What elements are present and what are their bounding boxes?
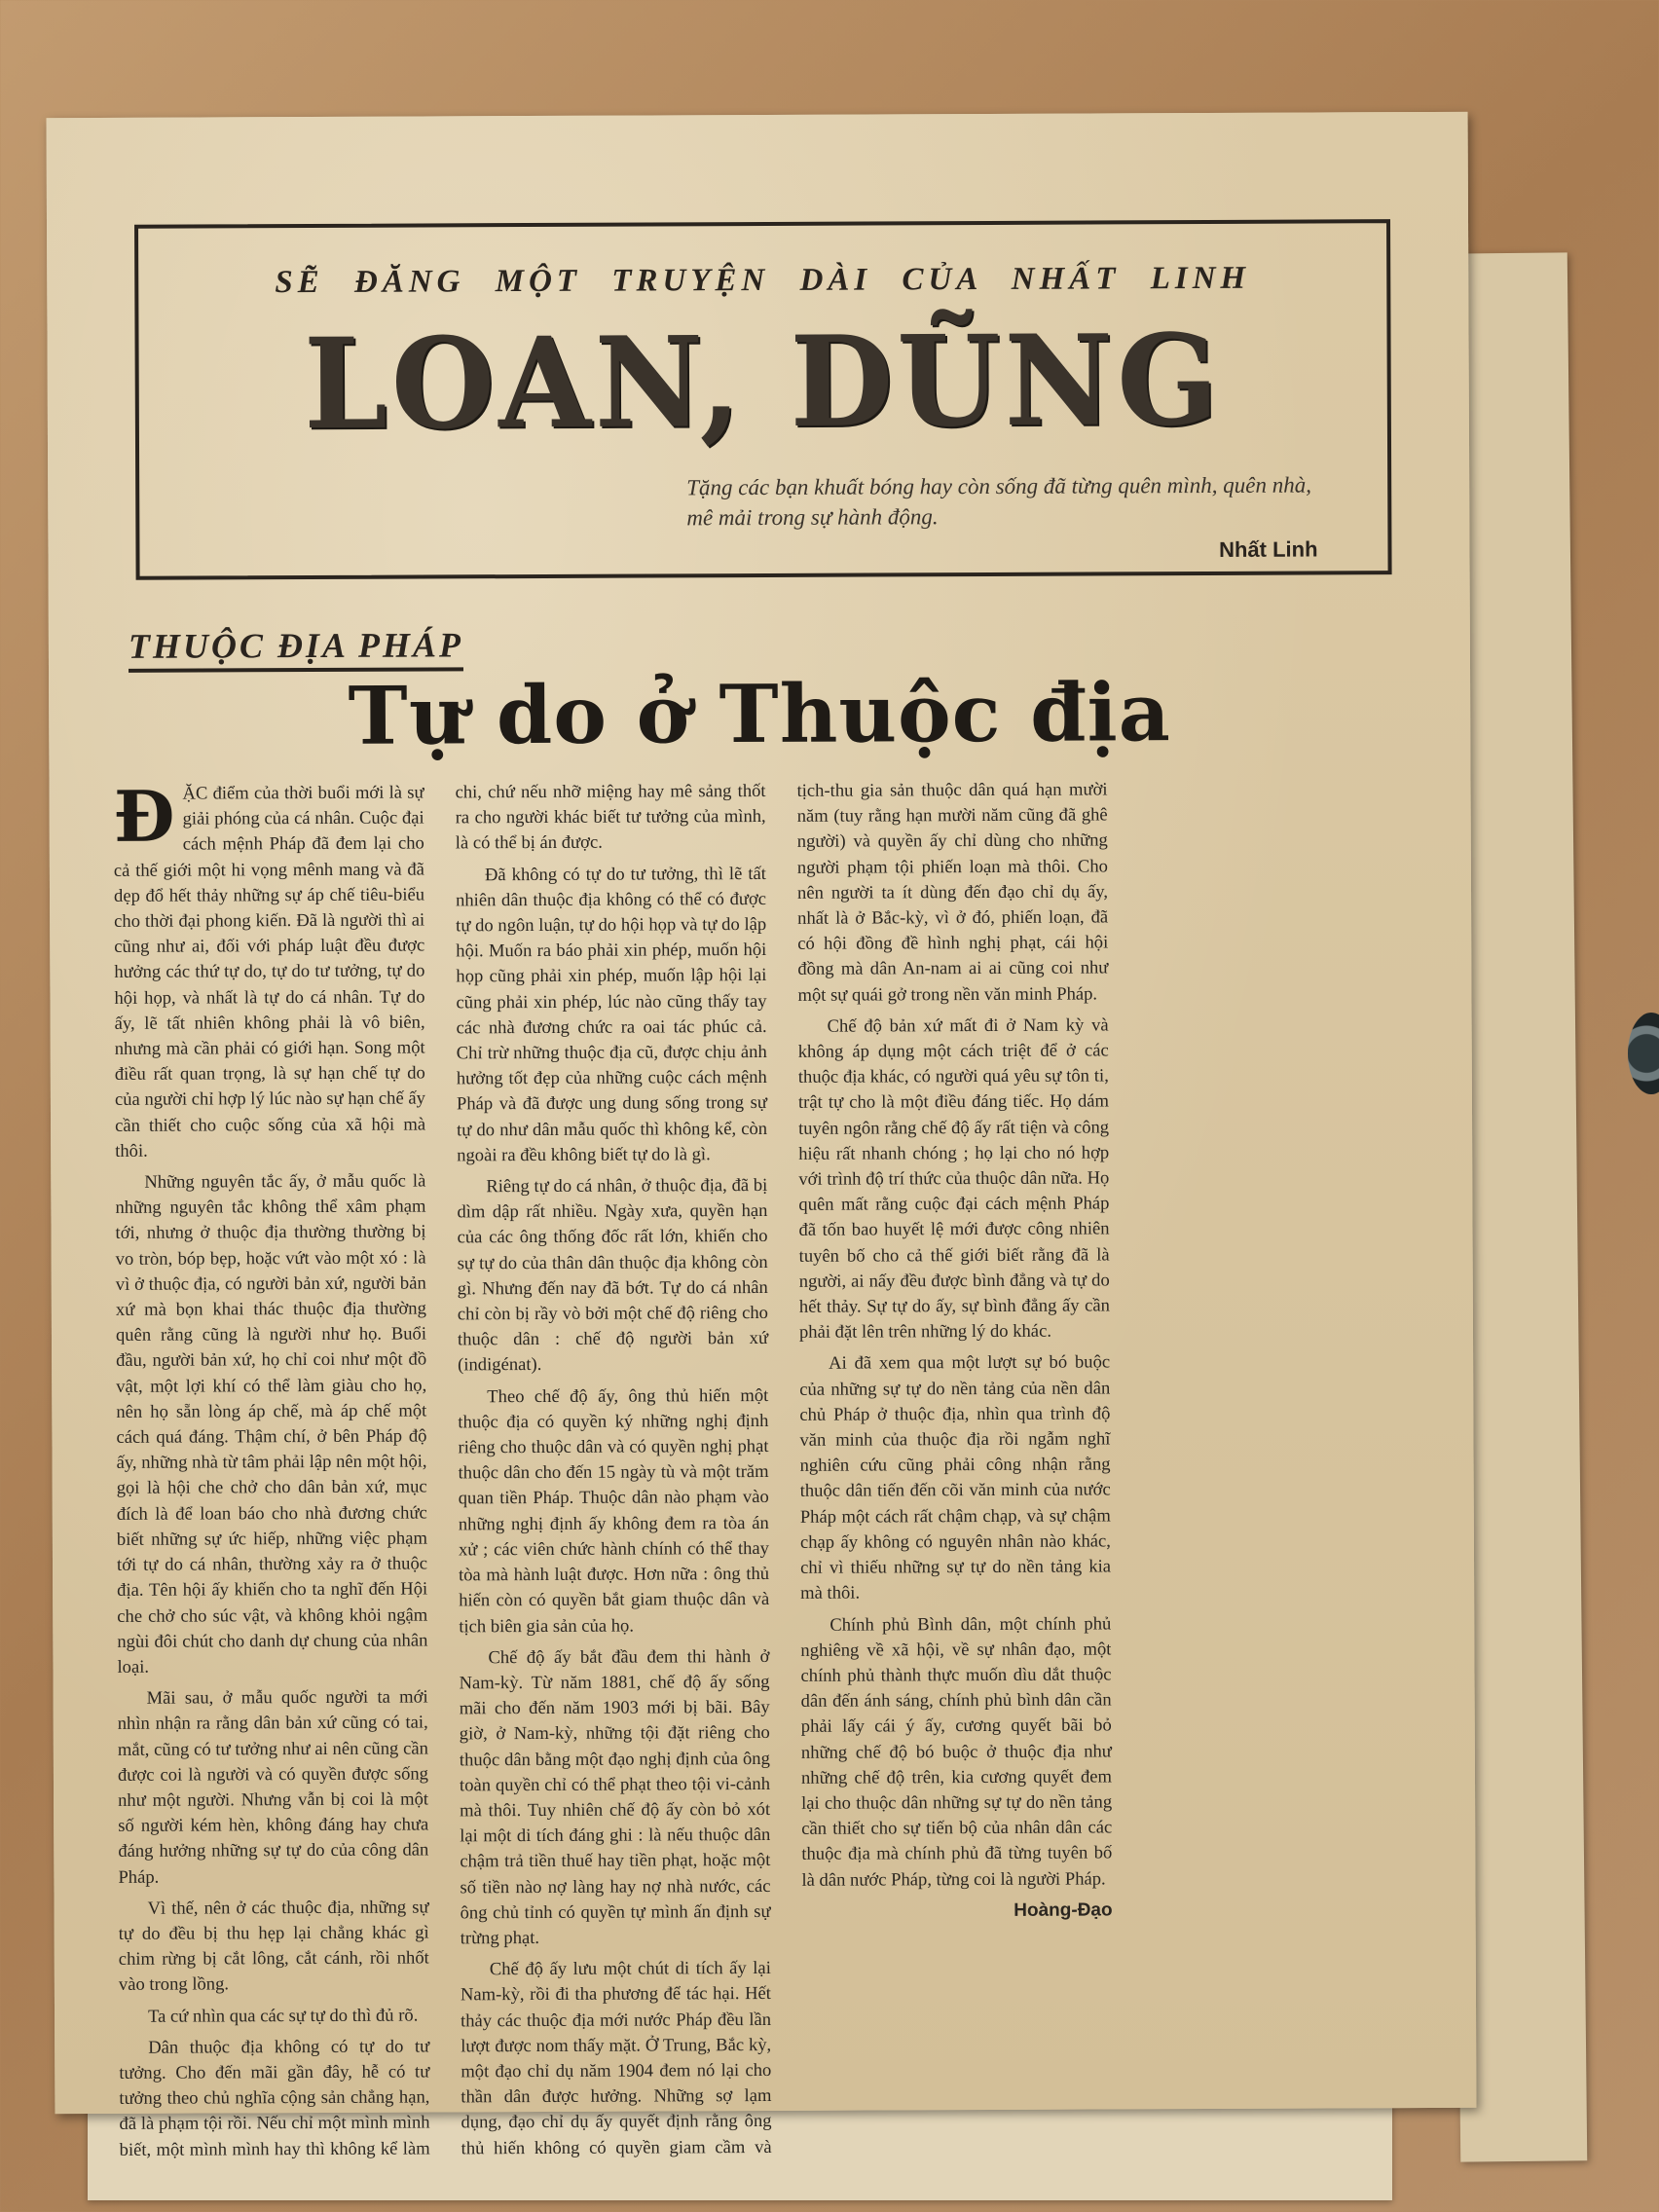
article-paragraph: Chế độ bản xứ mất đi ở Nam kỳ và không áp dụng một cách triệt để ở các thuộc địa khác, có người quá yêu sự tôn ti, trật tự cho là một điều đáng tiếc. Họ dám tuyên ngôn rằng chế độ ấy rất tiện và công hiệu rất nhanh chóng ; họ lại cho nó hợp với trình độ trí thức của thuộc dân nữa. Họ quên mất rằng cuộc đại cách mệnh Pháp đã tốn bao huyết lệ mới được công nhiên tuyên bố cho cả thế giới biết rằng đã là người, ai nấy đều được bình đẳng và tự do hết thảy. Sự tự do ấy, sự bình đẳng ấy cần phải đặt lên trên những lý do khác. <box>797 1014 1110 1344</box>
article-paragraph <box>113 774 426 1164</box>
dedication-text: Tặng các bạn khuất bóng hay còn sống đã từng quên mình, quên nhà, mê mải trong sự hành động. <box>686 472 1312 531</box>
article-paragraph: Chính phủ Bình dân, một chính phủ nghiêng về xã hội, về sự nhân đạo, một chính phủ thành thực muốn dìu dắt thuộc dân đến ánh sáng, chính phủ bình dân cần phải lấy cái ý ấy, cương quyết bãi bỏ những chế độ bó buộc ở thuộc địa như những chế độ trên, kia cương quyết đem lại cho thuộc dân những sự tự do nền tảng cần thiết cho sự tiến bộ của nhân dân các thuộc địa mà chính phủ đã từng tuyên bố là dân nước Pháp, từng coi là người Pháp. <box>800 1612 1113 1891</box>
article-headline: Tự do ở Thuộc địa <box>348 666 1171 763</box>
article-paragraph: Theo chế độ ấy, ông thủ hiến một thuộc địa có quyền ký những nghị định riêng cho thuộc dân và có quyền nghị phạt thuộc dân cho đến 15 ngày tù và một trăm quan tiền Pháp. Thuộc dân nào phạm vào những nghị định ấy không đem ra tòa án xử ; các viên chức hành chính có thể thay tòa mà hành luật được. Hơn nữa : ông thủ hiến còn có quyền bắt giam thuộc dân và tịch biên gia sản của họ. <box>458 1384 770 1637</box>
newspaper-page <box>47 112 1477 2160</box>
announcement-kicker: SẼ ĐĂNG MỘT TRUYỆN DÀI CỦA NHẤT LINH <box>275 260 1251 301</box>
article-paragraph: Chế độ ấy lưu một chút di tích ấy lại Nam-kỳ, rồi đi tha phương để tác hại. Hết thảy các thuộc địa mới nước Pháp đều lần lượt được nom thấy mặt. Ở Trung, Bắc kỳ, một đạo chỉ dụ năm 1904 đem nó lại cho thần dân được hưởng. Những sợ lạm dụng, đạo chỉ dụ ấy quyết định rằng ông thủ hiến không có quyền giam cầm và tịch-thu gia sản thuộc dân quá hạn mười năm (tuy rằng hạn mười năm cũng đã ghê người) và quyền ấy chỉ dùng cho những người phạm tội phiến loạn mà thôi. Cho nên người ta ít dùng đến đạo chỉ dụ ấy, nhất là ở Bắc-kỳ, vì ở đó, phiến loạn, đã có hội đồng đề hình nghị phạt, cái hội đồng mà dân An-nam ai ai cũng coi như một sự quái gở trong nền văn minh Pháp. <box>460 779 1109 2158</box>
serial-announcement-box <box>134 219 1392 580</box>
announcement-author: Nhất Linh <box>1218 536 1318 562</box>
novel-title: LOAN, DŨNG <box>303 306 1223 458</box>
article-paragraph: Riêng tự do cá nhân, ở thuộc địa, đã bị dìm dập rất nhiều. Ngày xưa, quyền hạn của các ông thống đốc rất lớn, khiến cho sự tự do của thân dân thuộc địa không còn gì. Nhưng đến nay đã bớt. Tự do cá nhân chỉ còn bị rầy vò bởi một chế độ riêng cho thuộc dân : chế độ người bản xứ (indigénat). <box>457 1175 769 1376</box>
article-paragraph: Vì thế, nên ở các thuộc địa, những sự tự do đều bị thu hẹp lại chẳng khác gì chim rừng bị cắt lông, cắt cánh, rồi nhốt vào trong lồng. <box>118 1897 429 1996</box>
article-body <box>114 776 1456 2164</box>
first-paragraph-text: ẶC điểm của thời buổi mới là sự giải phóng của cá nhân. Cuộc đại cách mệnh Pháp đã đem lại cho cả thế giới một hi vọng mênh mang và đã dẹp đổ hết thảy những sự áp chế tiêu-biểu cho thời đại phong kiến. Đã là người thì ai cũng như ai, đối với pháp luật đều được hưởng các thứ tự do, tự do tư tưởng, tự do hội họp, và nhất là tự do cá nhân. Tự do ấy, lẽ tất nhiên không phải là vô biên, nhưng mà cần phải có giới hạn. Song một điều rất quan trọng, là sự hạn chế tự do của người chỉ hợp lý lúc nào sự hạn chế ấy cần thiết cho cuộc sống của xã hội mà thôi. <box>113 782 426 1161</box>
article-paragraph: Mãi sau, ở mẫu quốc người ta mới nhìn nhận ra rằng dân bản xứ cũng có tai, mắt, cũng có tư tưởng như ai nên cũng cần được coi là người và có quyền được sống như một người. Nhưng vẫn bị coi là một số người kém hèn, không đáng hay chưa đáng hưởng những sự tự do của công dân Pháp. <box>117 1686 429 1888</box>
article-paragraph: Dân thuộc địa không có tự do tư tưởng. Cho đến mãi gần đây, hễ có tư tưởng theo chủ nghĩa cộng sản chẳng hạn, đã là phạm tội rồi. Nếu chỉ một mình mình biết, một mình mình hay thì không kể làm chi, chứ nếu nhỡ miệng hay mê sảng thốt ra cho người khác biết tư tưởng của mình, là có thể bị án được. <box>119 780 766 2160</box>
binder-clip-icon <box>1628 1013 1659 1094</box>
section-label: THUỘC ĐỊA PHÁP <box>129 624 463 673</box>
article-paragraph: Những nguyên tắc ấy, ở mẫu quốc là những nguyên tắc không thể xâm phạm tới, nhưng ở thuộc địa thường thường bị vo tròn, bóp bẹp, hoặc vứt vào một xó : là vì ở thuộc địa, có người bản xứ, người bản xứ mà bọn khai thác thuộc địa thường quên rằng cũng là người như họ. Buổi đầu, người bản xứ, họ chỉ coi như một đồ vật, một lợi khí có thể làm giàu cho họ, nên họ sẵn lòng áp chế, mà áp chế một cách quá đáng. Thậm chí, ở bên Pháp độ ấy, những nhà từ tâm phải lập nên một hội, gọi là hội che chở cho dân bản xứ, mục đích là để loan báo cho nhà đương chức biết những sự ức hiếp, những việc phạm tới tự do cá nhân, thường xảy ra ở thuộc địa. Tên hội ấy khiến cho ta nghĩ đến Hội che chở cho súc vật, và không khỏi ngậm ngùi đôi chút cho danh dự chung của nhân loại. <box>115 1170 428 1677</box>
article-paragraph: Đã không có tự do tư tưởng, thì lẽ tất nhiên dân thuộc địa không có thể có được tự do ngôn luận, tự do hội họp và tự do lập hội. Muốn ra báo phải xin phép, muốn hội họp cũng phải xin phép, muốn lập hội lại cũng phải xin phép, lúc nào cũng thấy tay các nhà đương chức ra oai tác phúc cả. Chỉ trừ những thuộc địa cũ, được chịu ảnh hưởng tốt đẹp của những cuộc cách mệnh Pháp và đã được ung dung sống trong sự tự do như dân mẫu quốc thì không kể, còn ngoài ra đều không biết tự do là gì. <box>455 863 768 1166</box>
article-paragraph: Chế độ ấy bắt đầu đem thi hành ở Nam-kỳ. Từ năm 1881, chế độ ấy sống mãi cho đến năm 1903 mới bị bãi. Bây giờ, ở Nam-kỳ, những tội đặt riêng cho thuộc dân bằng một đạo nghị định của ông toàn quyền chỉ có thể phạt theo tội vi-cảnh mà thôi. Tuy nhiên chế độ ấy còn bỏ xót lại một di tích đáng ghi : là nếu thuộc dân chậm trả tiền thuế hay tiền phạt, hoặc một số tiền nào nợ làng hay nợ nhà nước, các ông chủ tỉnh có quyền tự mình ấn định sự trừng phạt. <box>459 1645 771 1949</box>
article-byline: Hoàng-Đạo <box>1014 1899 1113 1921</box>
article-paragraph: Ai đã xem qua một lượt sự bó buộc của những sự tự do nền tảng của nền dân chủ Pháp ở thuộc địa, nhìn qua trình độ văn minh của thuộc địa rồi ngẫm nghĩ nghiên cứu cũng phải công nhận rằng thuộc dân tiến đến cõi văn minh của nước Pháp một cách rất chậm chạp, và sự chậm chạp ấy không có nguyên nhân nào khác, chỉ vì thiếu những sự tự do nền tảng kia mà thôi. <box>799 1351 1112 1604</box>
article-paragraph: Ta cứ nhìn qua các sự tự do thì đủ rõ. <box>147 2005 419 2027</box>
drop-cap: Đ <box>113 774 175 858</box>
